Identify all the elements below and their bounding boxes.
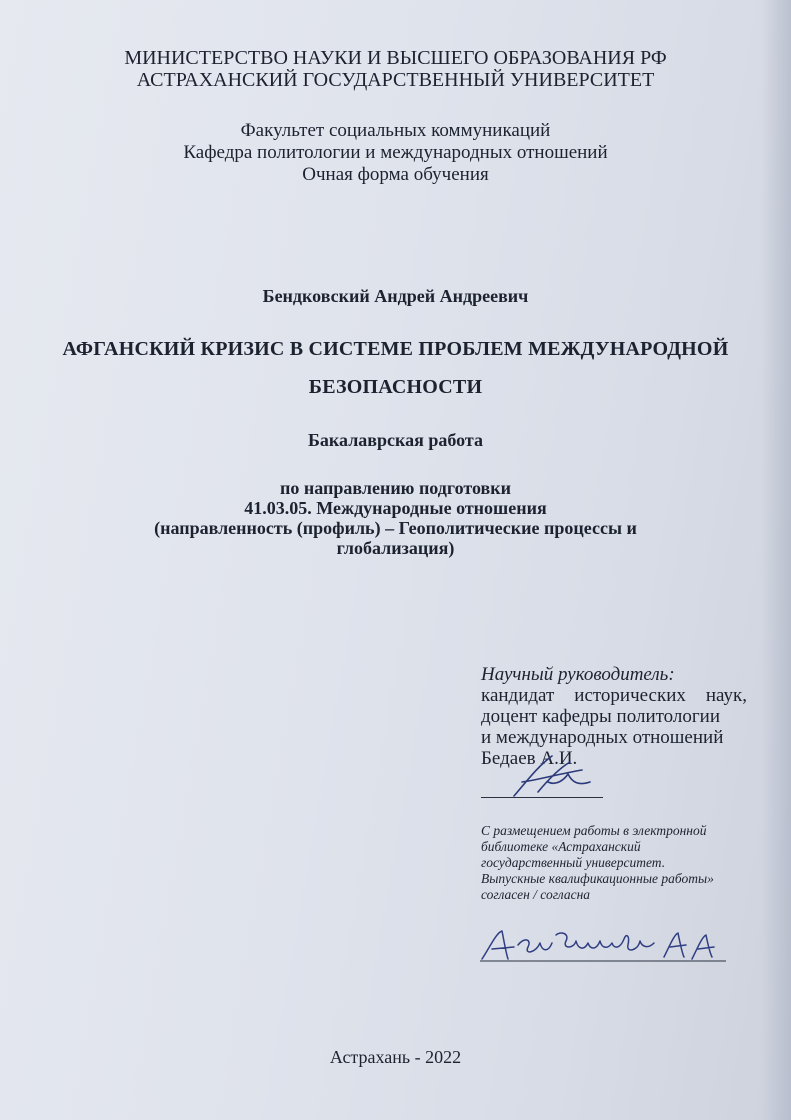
supervisor-name: Бедаев А.И. [481, 748, 578, 769]
faculty-name: Факультет социальных коммуникаций [240, 120, 551, 141]
author-signature-icon [478, 925, 728, 971]
institution-header [0, 47, 791, 91]
department-name: Кафедра политологии и международных отношений [183, 142, 608, 163]
direction-profile-line-1: (направленность (профиль) – Геополитические процессы и [154, 518, 637, 538]
study-form: Очная форма обучения [302, 164, 489, 185]
consent-line-1: С размещением работы в электронной [481, 823, 707, 838]
faculty-block [0, 120, 791, 186]
university-name: АСТРАХАНСКИЙ ГОСУДАРСТВЕННЫЙ УНИВЕРСИТЕТ [136, 69, 655, 91]
study-direction [0, 478, 791, 558]
consent-line-4: Выпускные квалификационные работы» [481, 871, 714, 886]
library-consent [481, 823, 751, 903]
thesis-title [0, 330, 791, 406]
supervisor-label: Научный руководитель: [481, 664, 675, 685]
direction-intro: по направлению подготовки [279, 478, 512, 498]
thesis-title-line-2: БЕЗОПАСНОСТИ [308, 376, 483, 398]
direction-code: 41.03.05. Международные отношения [244, 498, 547, 518]
consent-line-2: библиотеке «Астраханский [481, 839, 641, 854]
supervisor-signature-icon [508, 752, 598, 802]
consent-line-3: государственный университет. [481, 855, 666, 870]
supervisor-signature-line [481, 797, 603, 798]
work-type: Бакалаврская работа [308, 430, 483, 450]
city-year: Астрахань - 2022 [329, 1047, 462, 1067]
consent-line-5: согласен / согласна [481, 887, 591, 902]
supervisor-degree: кандидат исторических наук, [481, 685, 747, 706]
supervisor-position-line-1: доцент кафедры политологии [481, 706, 721, 727]
supervisor-position-line-2: и международных отношений [481, 727, 724, 748]
author-name: Бендковский Андрей Андреевич [262, 286, 529, 306]
thesis-title-line-1: АФГАНСКИЙ КРИЗИС В СИСТЕМЕ ПРОБЛЕМ МЕЖДУНАРОДНОЙ [62, 338, 729, 360]
ministry-name: МИНИСТЕРСТВО НАУКИ И ВЫСШЕГО ОБРАЗОВАНИЯ РФ [124, 47, 667, 69]
direction-profile-line-2: глобализация) [336, 538, 455, 558]
